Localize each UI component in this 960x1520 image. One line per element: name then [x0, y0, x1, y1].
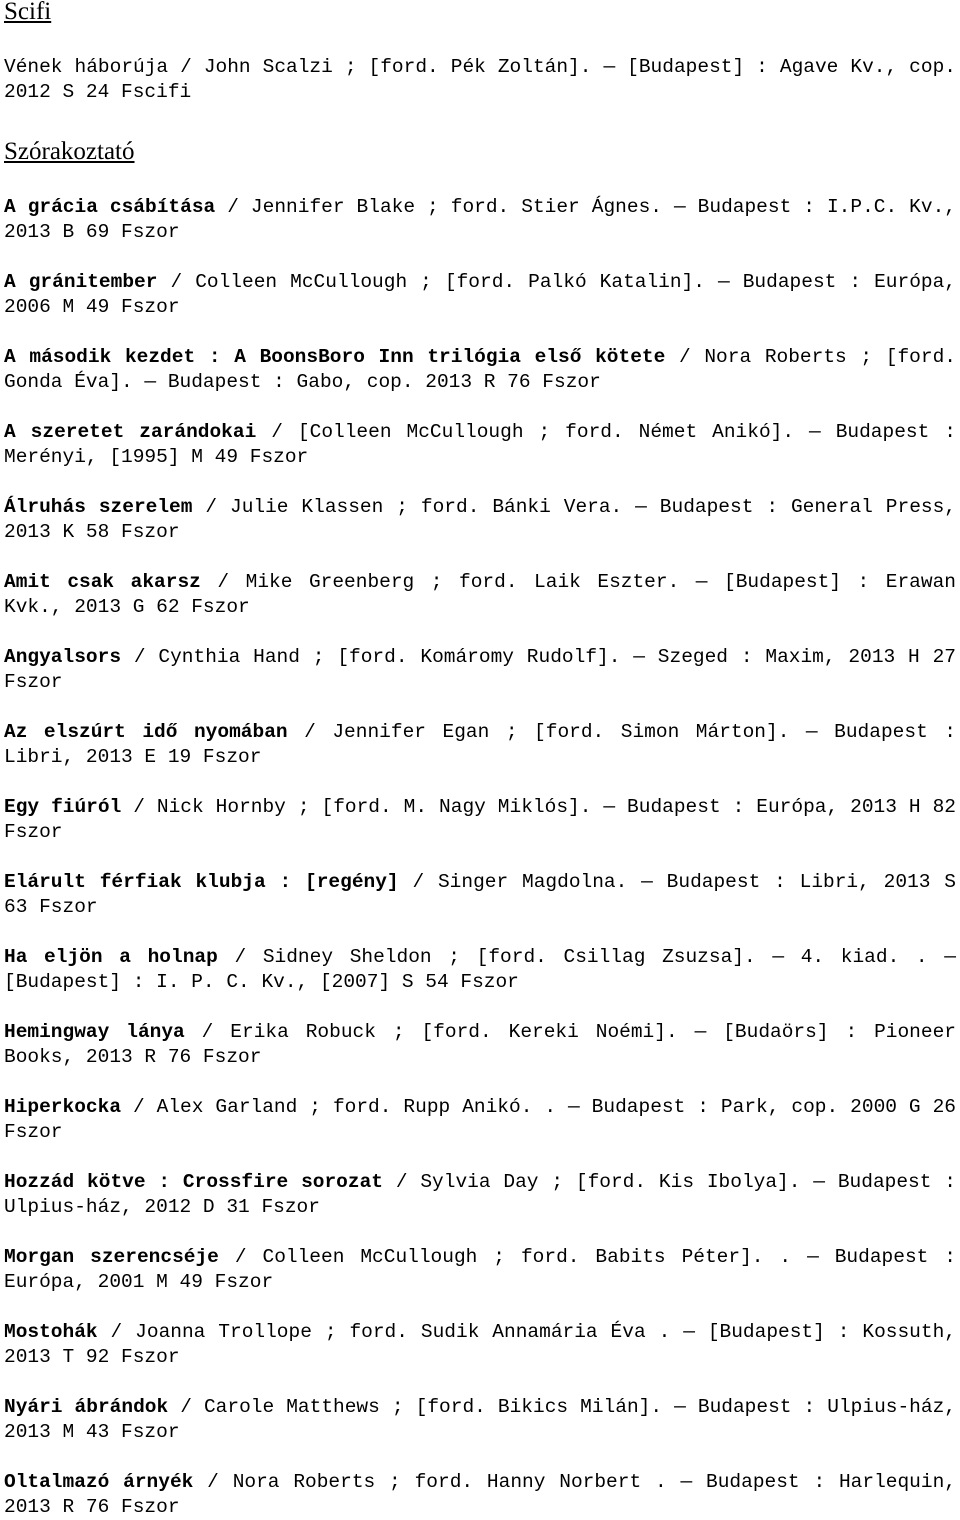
entry-details: / Nora Roberts ; ford. Hanny Norbert . — Budapest : Harlequin, 2013 R 76 Fszor [4, 1471, 956, 1518]
entry-title: A szeretet zarándokai [4, 421, 257, 443]
entry-details: / Alex Garland ; ford. Rupp Anikó. . — Budapest : Park, cop. 2000 G 26 Fszor [4, 1096, 956, 1143]
entry-details: Vének háborúja / John Scalzi ; [ford. Pék Zoltán]. — [Budapest] : Agave Kv., cop. 2012 S 24 Fscifi [4, 56, 956, 103]
section-heading-szorakoztato: Szórakoztató [4, 138, 135, 165]
catalog-entry [4, 1095, 956, 1145]
entry-title: Álruhás szerelem [4, 496, 193, 518]
entry-title: Elárult férfiak klubja : [regény] [4, 871, 399, 893]
entry-title: Hiperkocka [4, 1096, 122, 1118]
entry-details: / Colleen McCullough ; [ford. Palkó Katalin]. — Budapest : Európa, 2006 M 49 Fszor [4, 271, 957, 318]
catalog-entry [4, 645, 956, 695]
catalog-entry [4, 195, 956, 245]
catalog-entry [4, 945, 956, 995]
entry-title: Oltalmazó árnyék [4, 1471, 194, 1493]
catalog-entry [4, 270, 956, 320]
catalog-entry [4, 570, 956, 620]
entry-details: / Sidney Sheldon ; [ford. Csillag Zsuzsa]. — 4. kiad. . — [Budapest] : I. P. C. Kv., [2007] S 54 Fszor [4, 946, 956, 993]
entry-title: Egy fiúról [4, 796, 122, 818]
catalog-entry [4, 1320, 956, 1370]
catalog-entry [4, 795, 956, 845]
entry-details: / [Colleen McCullough ; ford. Német Anikó]. — Budapest : Merényi, [1995] M 49 Fszor [4, 421, 956, 468]
entry-title: Hemingway lánya [4, 1021, 185, 1043]
entry-title: Az elszúrt idő nyomában [4, 721, 288, 743]
catalog-entry [4, 420, 956, 470]
entry-details: / Sylvia Day ; [ford. Kis Ibolya]. — Budapest : Ulpius-ház, 2012 D 31 Fszor [4, 1171, 956, 1218]
catalog-entry [4, 1170, 956, 1220]
entry-details: / Cynthia Hand ; [ford. Komáromy Rudolf]. — Szeged : Maxim, 2013 H 27 Fszor [4, 646, 956, 693]
catalog-entry [4, 1245, 956, 1295]
entry-details: / Julie Klassen ; ford. Bánki Vera. — Budapest : General Press, 2013 K 58 Fszor [4, 496, 956, 543]
entry-title: Mostohák [4, 1321, 98, 1343]
entry-details: / Colleen McCullough ; ford. Babits Péter]. . — Budapest : Európa, 2001 M 49 Fszor [4, 1246, 956, 1293]
section-heading-scifi: Scifi [4, 0, 52, 25]
catalog-entry [4, 495, 956, 545]
entry-title: Morgan szerencséje [4, 1246, 219, 1268]
catalog-entry [4, 870, 956, 920]
entry-details: / Nora Roberts ; [ford. Gonda Éva]. — Budapest : Gabo, cop. 2013 R 76 Fszor [4, 346, 956, 393]
entry-details: / Joanna Trollope ; ford. Sudik Annamária Éva . — [Budapest] : Kossuth, 2013 T 92 Fszor [4, 1321, 956, 1368]
catalog-entry [4, 55, 956, 105]
entry-title: A grácia csábítása [4, 196, 216, 218]
catalog-entry [4, 1470, 956, 1520]
entry-details: / Mike Greenberg ; ford. Laik Eszter. — [Budapest] : Erawan Kvk., 2013 G 62 Fszor [4, 571, 956, 618]
entry-details: / Nick Hornby ; [ford. M. Nagy Miklós]. — Budapest : Európa, 2013 H 82 Fszor [4, 796, 956, 843]
entry-details: / Carole Matthews ; [ford. Bikics Milán]. — Budapest : Ulpius-ház, 2013 M 43 Fszor [4, 1396, 956, 1443]
entry-details: / Jennifer Blake ; ford. Stier Ágnes. — Budapest : I.P.C. Kv., 2013 B 69 Fszor [4, 196, 956, 243]
entry-title: Ha eljön a holnap [4, 946, 218, 968]
catalog-entry [4, 1395, 956, 1445]
entry-details: / Singer Magdolna. — Budapest : Libri, 2013 S 63 Fszor [4, 871, 956, 918]
catalog-entry [4, 345, 956, 395]
entry-title: Nyári ábrándok [4, 1396, 169, 1418]
catalog-entry [4, 720, 956, 770]
entry-details: / Erika Robuck ; [ford. Kereki Noémi]. — [Budaörs] : Pioneer Books, 2013 R 76 Fszor [4, 1021, 956, 1068]
entry-title: A gránitember [4, 271, 158, 293]
catalog-entry [4, 1020, 956, 1070]
entry-title: A második kezdet : A BoonsBoro Inn trilógia első kötete [4, 346, 666, 368]
entry-title: Amit csak akarsz [4, 571, 201, 593]
entry-title: Angyalsors [4, 646, 122, 668]
entry-details: / Jennifer Egan ; [ford. Simon Márton]. — Budapest : Libri, 2013 E 19 Fszor [4, 721, 956, 768]
entry-title: Hozzád kötve : Crossfire sorozat [4, 1171, 383, 1193]
